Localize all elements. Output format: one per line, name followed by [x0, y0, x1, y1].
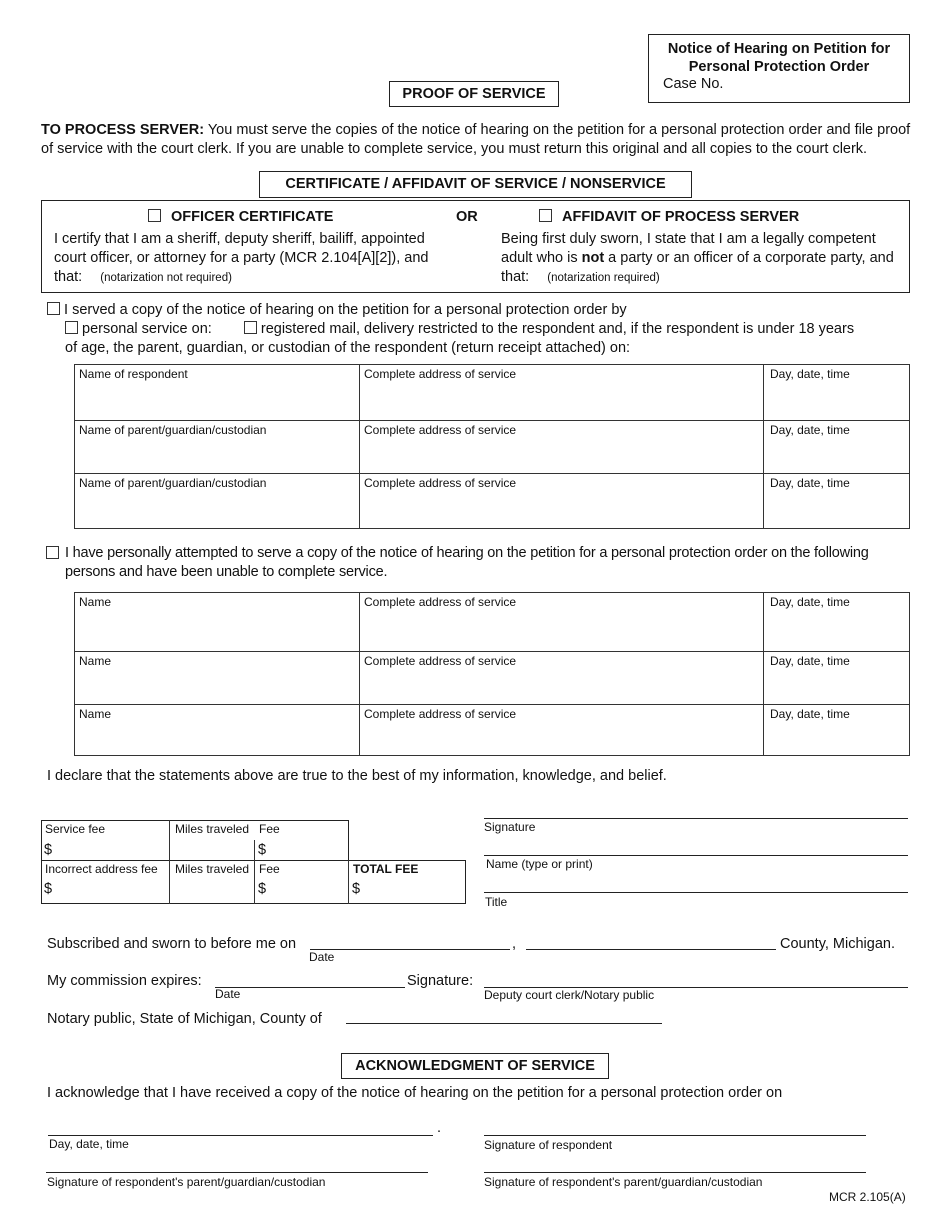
served-checkbox[interactable]: [47, 302, 60, 315]
time-cell[interactable]: Day, date, time: [764, 365, 910, 421]
fee-divider: [348, 860, 349, 904]
miles-traveled-label: Miles traveled: [175, 822, 250, 836]
table-row: [75, 421, 910, 474]
name-cell[interactable]: Name: [75, 652, 360, 705]
case-no-label: Case No.: [663, 76, 724, 92]
table-row: [75, 593, 910, 652]
commission-date-caption: Date: [215, 987, 241, 1001]
time-cell[interactable]: Day, date, time: [764, 421, 910, 474]
signature-line[interactable]: [484, 855, 908, 856]
affidavit-statement-bold: not: [581, 250, 605, 266]
registered-mail-label: registered mail, delivery restricted to the respondent and, if the respondent is under 18 years: [260, 321, 855, 337]
attempted-text: I have personally attempted to serve a copy of the notice of hearing on the petition for a personal protection order on the following persons and have been unable to complete service.: [65, 545, 869, 580]
incorrect-fee-dollar[interactable]: $: [44, 881, 53, 897]
parent-signature-line-right[interactable]: [484, 1172, 866, 1173]
table-row: [75, 474, 910, 529]
county-michigan-label: County, Michigan.: [780, 936, 895, 952]
address-cell[interactable]: Complete address of service: [360, 705, 764, 756]
subscribed-date-line[interactable]: [310, 949, 510, 950]
parent-signature-line-left[interactable]: [46, 1172, 428, 1173]
incorrect-address-fee-label: Incorrect address fee: [45, 862, 158, 876]
personal-service-checkbox[interactable]: [65, 321, 78, 334]
served-line1: [47, 302, 627, 318]
county-line[interactable]: [526, 949, 776, 950]
declaration-text: I declare that the statements above are true to the best of my information, knowledge, and belief.: [47, 768, 667, 784]
served-text: I served a copy of the notice of hearing on the petition for a personal protection order by: [64, 302, 627, 318]
affidavit-checkbox[interactable]: [539, 209, 552, 222]
officer-text: [54, 230, 452, 288]
address-cell[interactable]: Complete address of service: [360, 593, 764, 652]
affidavit-statement-b: a party or an officer of a corporate party, and that:: [501, 250, 894, 285]
table-row: [75, 652, 910, 705]
parent-signature-caption-left: Signature of respondent's parent/guardian/custodian: [47, 1175, 326, 1189]
comma: ,: [512, 936, 517, 952]
name-cell[interactable]: Name: [75, 705, 360, 756]
served-table: [74, 364, 910, 529]
acknowledgment-title: ACKNOWLEDGMENT OF SERVICE: [341, 1053, 609, 1079]
notice-box: [648, 34, 910, 103]
signature-line-top: [484, 818, 908, 819]
name-cell[interactable]: Name: [75, 593, 360, 652]
service-fee-label: Service fee: [45, 822, 106, 836]
respondent-signature-caption: Signature of respondent: [484, 1138, 613, 1152]
attempted-checkbox[interactable]: [46, 546, 59, 559]
or-label: OR: [456, 209, 478, 225]
affidavit-statement-a: Being first duly sworn, I state that I am a legally competent adult who is: [501, 231, 876, 266]
certificate-title: CERTIFICATE / AFFIDAVIT OF SERVICE / NONSERVICE: [259, 171, 692, 198]
parent-signature-caption-right: Signature of respondent's parent/guardian/custodian: [484, 1175, 763, 1189]
subscribed-label: Subscribed and sworn to before me on: [47, 936, 297, 952]
officer-checkbox[interactable]: [148, 209, 161, 222]
table-row: [75, 705, 910, 756]
signature-label: Signature: [484, 820, 536, 834]
affidavit-note: (notarization required): [547, 272, 660, 284]
served-line2: [65, 321, 854, 337]
ack-day-line[interactable]: [48, 1135, 433, 1136]
notary-state-label: Notary public, State of Michigan, County of: [47, 1011, 322, 1027]
deputy-clerk-caption: Deputy court clerk/Notary public: [484, 988, 655, 1002]
affidavit-title-row: [539, 209, 799, 225]
commission-date-line[interactable]: [215, 987, 405, 988]
attempted-table: [74, 592, 910, 756]
officer-title: OFFICER CERTIFICATE: [171, 209, 334, 225]
service-fee-dollar[interactable]: $: [44, 842, 53, 858]
intro-paragraph: [41, 121, 911, 159]
miles-traveled-label: Miles traveled: [175, 862, 250, 876]
ack-period: .: [437, 1120, 442, 1136]
intro-lead: TO PROCESS SERVER:: [41, 122, 205, 138]
intro-text: You must serve the copies of the notice of hearing on the petition for a personal protection order and file proof of service with the court clerk. If you are unable to complete service, you must return this original and all copies to the court clerk.: [41, 122, 911, 157]
registered-mail-checkbox[interactable]: [244, 321, 257, 334]
address-cell[interactable]: Complete address of service: [360, 365, 764, 421]
officer-statement: I certify that I am a sheriff, deputy sheriff, bailiff, appointed court officer, or attorney for a party (MCR 2.104[A][2]), and that:: [54, 231, 429, 285]
respondent-signature-line[interactable]: [484, 1135, 866, 1136]
parent-name-cell[interactable]: Name of parent/guardian/custodian: [75, 474, 360, 529]
form-number: MCR 2.105(A): [829, 1190, 906, 1204]
respondent-name-cell[interactable]: Name of respondent: [75, 365, 360, 421]
parent-name-cell[interactable]: Name of parent/guardian/custodian: [75, 421, 360, 474]
fee-label: Fee: [259, 862, 280, 876]
subscribed-date-caption: Date: [309, 950, 335, 964]
address-cell[interactable]: Complete address of service: [360, 421, 764, 474]
notice-title-line1: Notice of Hearing on Petition for: [667, 41, 891, 57]
personal-service-label: personal service on:: [82, 321, 212, 337]
miles-fee-dollar[interactable]: $: [258, 842, 267, 858]
affidavit-title: AFFIDAVIT OF PROCESS SERVER: [562, 209, 800, 225]
fee-divider: [254, 840, 255, 904]
commission-label: My commission expires:: [47, 973, 202, 989]
time-cell[interactable]: Day, date, time: [764, 593, 910, 652]
name-label: Name (type or print): [486, 857, 593, 871]
time-cell[interactable]: Day, date, time: [764, 705, 910, 756]
acknowledgment-text: I acknowledge that I have received a copy of the notice of hearing on the petition for a personal protection order on: [47, 1085, 783, 1101]
time-cell[interactable]: Day, date, time: [764, 652, 910, 705]
title-label: Title: [485, 895, 508, 909]
address-cell[interactable]: Complete address of service: [360, 652, 764, 705]
notary-signature-label: Signature:: [407, 973, 474, 989]
served-line3: of age, the parent, guardian, or custodian of the respondent (return receipt attached) on:: [65, 340, 631, 356]
miles-fee-dollar[interactable]: $: [258, 881, 267, 897]
notary-county-line[interactable]: [346, 1023, 662, 1024]
fee-divider: [169, 820, 170, 904]
total-fee-label: TOTAL FEE: [353, 862, 419, 876]
table-row: [75, 365, 910, 421]
total-fee-dollar[interactable]: $: [352, 881, 361, 897]
time-cell[interactable]: Day, date, time: [764, 474, 910, 529]
notice-title-line2: Personal Protection Order: [688, 59, 870, 75]
proof-of-service-title: PROOF OF SERVICE: [389, 81, 559, 107]
officer-note: (notarization not required): [100, 272, 232, 284]
address-cell[interactable]: Complete address of service: [360, 474, 764, 529]
name-line[interactable]: [484, 892, 908, 893]
fee-label: Fee: [259, 822, 280, 836]
officer-title-row: [148, 209, 333, 225]
affidavit-text: [501, 230, 897, 288]
ack-day-caption: Day, date, time: [49, 1137, 129, 1151]
